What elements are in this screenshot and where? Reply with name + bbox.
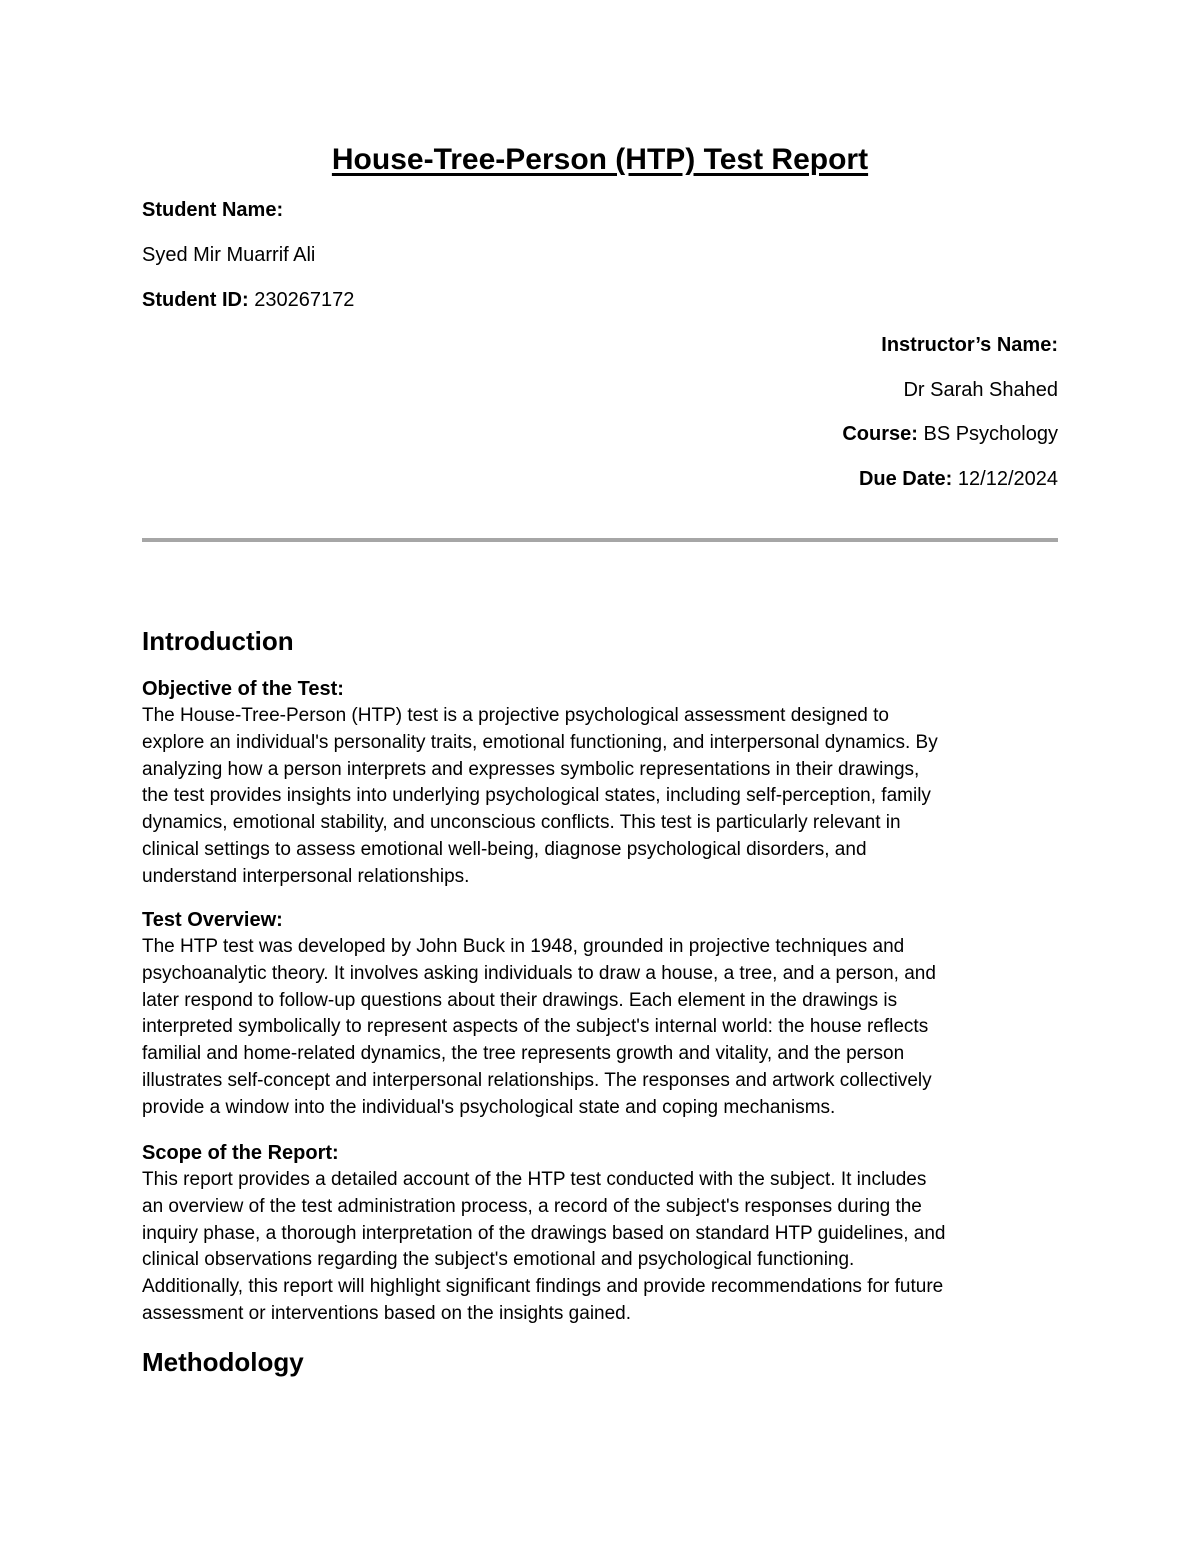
overview-line: illustrates self-concept and interpersonal relationships. The responses and artwork collectively: [142, 1069, 932, 1091]
methodology-heading: Methodology: [142, 1347, 304, 1377]
due-date-label: Due Date:: [858, 468, 953, 490]
objective-section: [142, 676, 1062, 891]
overview-title: Test Overview:: [142, 909, 283, 931]
scope-line: clinical observations regarding the subject's emotional and psychological functioning.: [142, 1249, 855, 1271]
overview-line: The HTP test was developed by John Buck in 1948, grounded in projective techniques and: [142, 936, 905, 957]
student-id-label: Student ID:: [142, 289, 249, 311]
objective-line: understand interpersonal relationships.: [142, 865, 470, 887]
scope-line: This report provides a detailed account of the HTP test conducted with the subject. It includes: [142, 1169, 927, 1190]
overview-section: [142, 907, 1062, 1122]
scope-section: [142, 1140, 1062, 1328]
scope-line: Additionally, this report will highlight significant findings and provide recommendations for future: [142, 1276, 944, 1298]
course-label: Course:: [842, 423, 918, 445]
scope-line: assessment or interventions based on the insights gained.: [142, 1302, 632, 1324]
objective-line: explore an individual's personality traits, emotional functioning, and interpersonal dynamics. By: [142, 731, 938, 753]
due-date-line: [859, 465, 1058, 493]
scope-line: inquiry phase, a thorough interpretation of the drawings based on standard HTP guidelines, and: [142, 1222, 946, 1244]
course-value: BS Psychology: [923, 423, 1058, 445]
due-date-value: 12/12/2024: [957, 468, 1058, 490]
horizontal-divider: [142, 538, 1058, 542]
overview-line: later respond to follow-up questions about their drawings. Each element in the drawings is: [142, 989, 898, 1011]
student-name-label: Student Name:: [142, 199, 284, 221]
objective-title: Objective of the Test:: [142, 678, 344, 700]
student-id-line: [142, 286, 354, 314]
scope-line: an overview of the test administration process, a record of the subject's responses during the: [142, 1195, 922, 1217]
course-line: [842, 420, 1058, 448]
overview-line: psychoanalytic theory. It involves asking individuals to draw a house, a tree, and a person, and: [142, 962, 936, 984]
introduction-heading: Introduction: [142, 626, 294, 656]
instructor-label: Instructor’s Name:: [881, 334, 1058, 356]
report-title: House-Tree-Person (HTP) Test Report: [331, 143, 869, 176]
objective-line: analyzing how a person interprets and expresses symbolic representations in their drawings,: [142, 758, 920, 780]
student-name-value: Syed Mir Muarrif Ali: [142, 244, 316, 266]
student-id-value: 230267172: [254, 289, 355, 311]
scope-title: Scope of the Report:: [142, 1142, 339, 1164]
objective-line: clinical settings to assess emotional well-being, diagnose psychological disorders, and: [142, 838, 867, 860]
objective-line: the test provides insights into underlying psychological states, including self-perception, family: [142, 785, 931, 807]
overview-line: provide a window into the individual's psychological state and coping mechanisms.: [142, 1096, 836, 1118]
objective-line: The House-Tree-Person (HTP) test is a projective psychological assessment designed to: [142, 705, 889, 726]
overview-line: familial and home-related dynamics, the tree represents growth and vitality, and the person: [142, 1043, 905, 1065]
objective-line: dynamics, emotional stability, and unconscious conflicts. This test is particularly relevant in: [142, 812, 901, 834]
overview-line: interpreted symbolically to represent aspects of the subject's internal world: the house reflects: [142, 1016, 929, 1038]
instructor-value: Dr Sarah Shahed: [903, 379, 1058, 401]
